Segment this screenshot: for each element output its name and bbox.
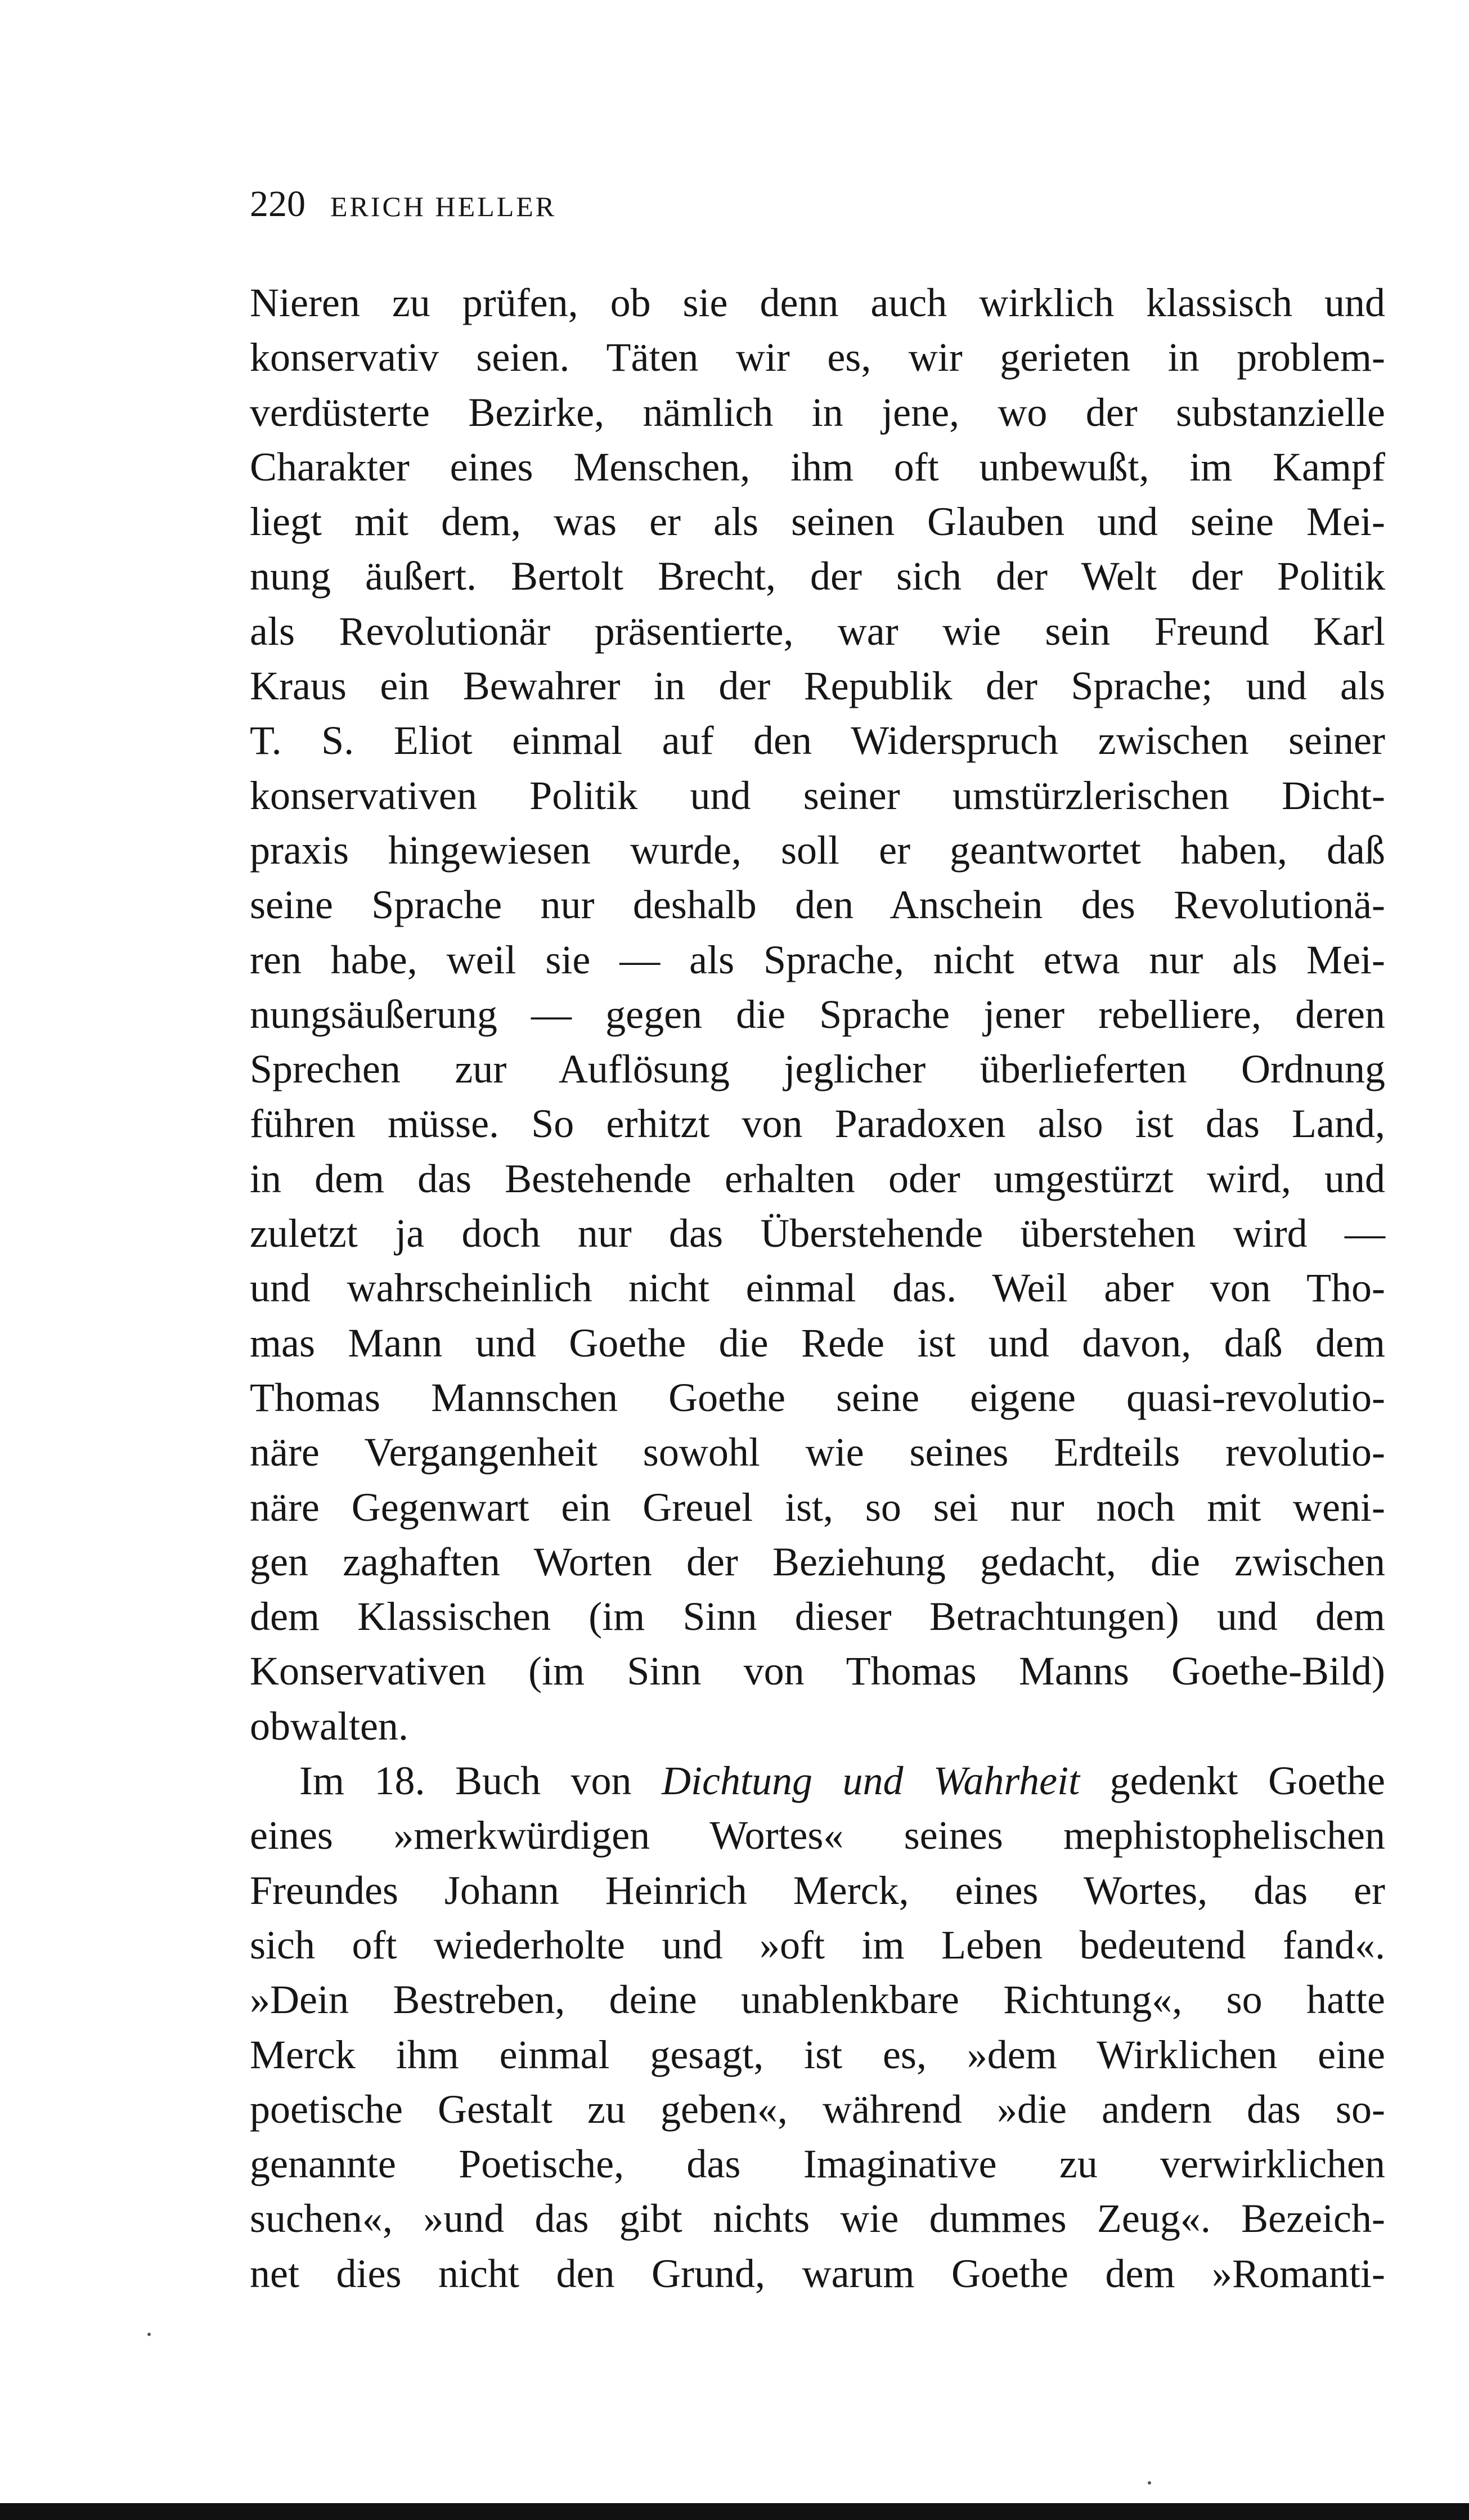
text-line: Nieren zu prüfen, ob sie denn auch wirklich klassisch und [250,280,1385,325]
scan-bottom-edge [0,2503,1469,2520]
text-line: verdüsterte Bezirke, nämlich in jene, wo der substanzielle [250,389,1385,435]
text-line: Merck ihm einmal gesagt, ist es, »dem Wirklichen eine [250,2032,1385,2077]
text-line: in dem das Bestehende erhalten oder umgestürzt wird, und [250,1156,1385,1201]
text-line: »Dein Bestreben, deine unablenkbare Richtung«, so hatte [250,1977,1385,2023]
text-line: und wahrscheinlich nicht einmal das. Weil aber von Tho- [250,1265,1385,1311]
paragraph [250,1754,1385,2301]
text-line: Konservativen (im Sinn von Thomas Manns Goethe-Bild) [250,1648,1385,1694]
text-line: ren habe, weil sie — als Sprache, nicht etwa nur als Mei- [250,937,1385,982]
text-line: nung äußert. Bertolt Brecht, der sich der Welt der Politik [250,554,1385,599]
text-line: Freundes Johann Heinrich Merck, eines Wortes, das er [250,1867,1385,1913]
text-line: poetische Gestalt zu geben«, während »die andern das so- [250,2086,1385,2132]
text-line: führen müsse. So erhitzt von Paradoxen also ist das Land, [250,1101,1385,1147]
text-line: näre Gegenwart ein Greuel ist, so sei nur noch mit weni- [250,1484,1385,1530]
text-line [250,1754,1385,1808]
text-line: näre Vergangenheit sowohl wie seines Erdteils revolutio- [250,1430,1385,1475]
text-run: gedenkt Goethe [1080,1758,1385,1804]
text-line: seine Sprache nur deshalb den Anschein des Revolutionä- [250,882,1385,928]
book-title: Dichtung und Wahrheit [662,1758,1080,1804]
scan-speck [147,2333,151,2336]
paragraph [250,276,1385,1754]
scan-speck [1148,2481,1151,2485]
text-line: Charakter eines Menschen, ihm oft unbewußt, im Kampf [250,444,1385,489]
page-number: 220 [250,183,306,224]
text-line: gen zaghaften Worten der Beziehung gedacht, die zwischen [250,1539,1385,1584]
text-line: als Revolutionär präsentierte, war wie sein Freund Karl [250,608,1385,654]
text-line: mas Mann und Goethe die Rede ist und davon, daß dem [250,1320,1385,1365]
text-line: eines »merkwürdigen Wortes« seines mephistophelischen [250,1813,1385,1858]
text-line: zuletzt ja doch nur das Überstehende überstehen wird — [250,1211,1385,1256]
text-line: nungsäußerung — gegen die Sprache jener rebelliere, deren [250,991,1385,1037]
text-line: Sprechen zur Auflösung jeglicher überlieferten Ordnung [250,1046,1385,1092]
text-run: Im 18. Buch von [299,1758,662,1804]
text-line: praxis hingewiesen wurde, soll er geantwortet haben, daß [250,827,1385,873]
running-head-author: ERICH HELLER [330,191,557,222]
text-line: Kraus ein Bewahrer in der Republik der Sprache; und als [250,663,1385,709]
text-line: sich oft wiederholte und »oft im Leben bedeutend fand«. [250,1922,1385,1968]
text-line: genannte Poetische, das Imaginative zu verwirklichen [250,2141,1385,2187]
text-line: konservativen Politik und seiner umstürzlerischen Dicht- [250,772,1385,818]
text-line: liegt mit dem, was er als seinen Glauben und seine Mei- [250,499,1385,545]
running-head [250,179,556,230]
text-line: T. S. Eliot einmal auf den Widerspruch zwischen seiner [250,718,1385,763]
text-line: Thomas Mannschen Goethe seine eigene quasi-revolutio- [250,1374,1385,1420]
text-line: dem Klassischen (im Sinn dieser Betrachtungen) und dem [250,1594,1385,1639]
body-text [250,276,1385,2301]
text-line: suchen«, »und das gibt nichts wie dummes Zeug«. Bezeich- [250,2196,1385,2242]
text-line: obwalten. [250,1703,408,1749]
text-line: net dies nicht den Grund, warum Goethe dem »Romanti- [250,2251,1385,2296]
text-line: konservativ seien. Täten wir es, wir gerieten in problem- [250,335,1385,380]
